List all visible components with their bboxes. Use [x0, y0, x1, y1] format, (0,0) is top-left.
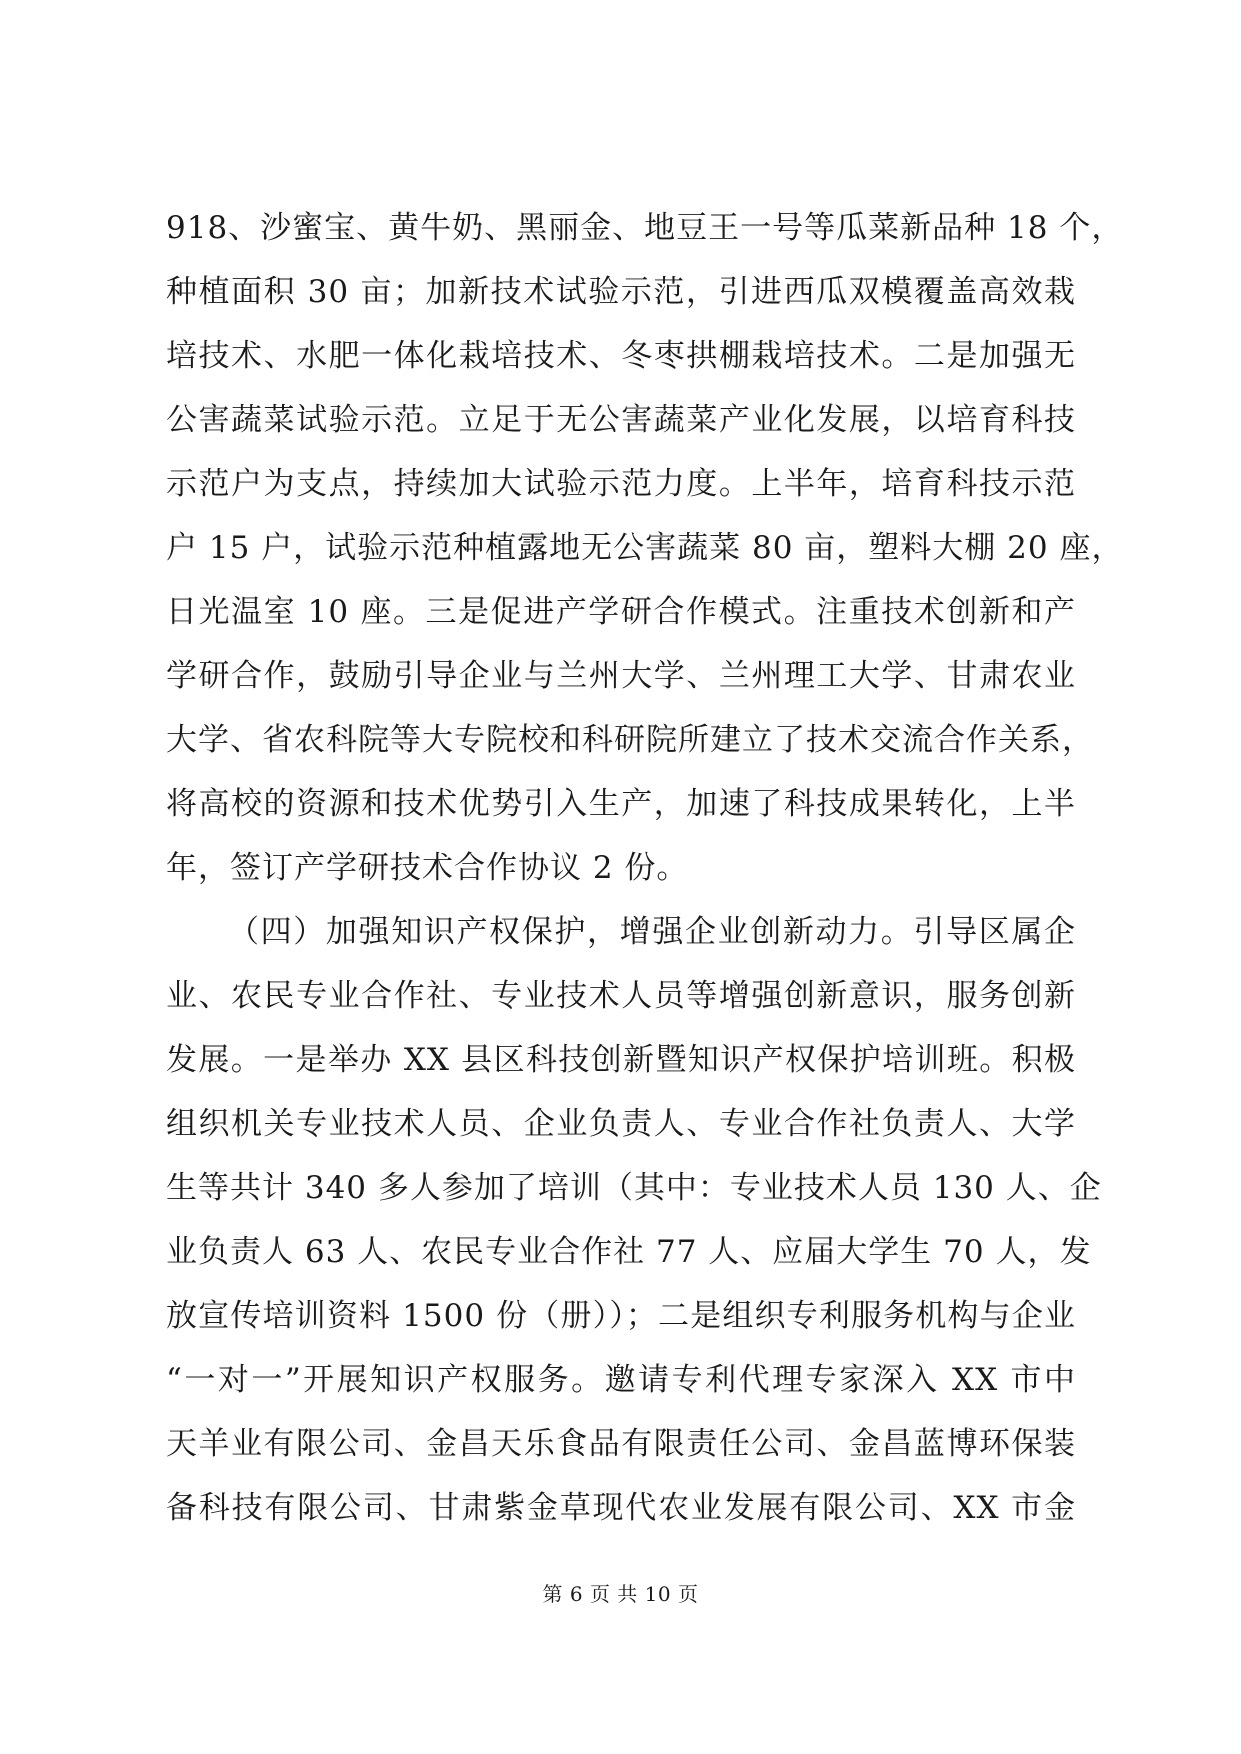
text-line: 户 15 户，试验示范种植露地无公害蔬菜 80 亩，塑料大棚 20 座， [166, 530, 1124, 566]
text-line: 生等共计 340 多人参加了培训（其中：专业技术人员 130 人、企 [166, 1170, 1102, 1206]
text-line: 组织机关专业技术人员、企业负责人、专业合作社负责人、大学 [166, 1106, 1076, 1142]
text-line: 种植面积 30 亩；加新技术试验示范，引进西瓜双模覆盖高效栽 [166, 274, 1076, 310]
page-number-footer: 第 6 页 共 10 页 [542, 1582, 699, 1606]
text-line: 学研合作，鼓励引导企业与兰州大学、兰州理工大学、甘肃农业 [166, 658, 1076, 694]
text-line: 天羊业有限公司、金昌天乐食品有限责任公司、金昌蓝博环保装 [166, 1426, 1076, 1462]
text-line: 公害蔬菜试验示范。立足于无公害蔬菜产业化发展，以培育科技 [166, 402, 1076, 438]
text-line: 放宣传培训资料 1500 份（册））；二是组织专利服务机构与企业 [166, 1298, 1076, 1334]
text-line: 大学、省农科院等大专院校和科研院所建立了技术交流合作关系， [166, 722, 1094, 758]
paragraph-1 [166, 196, 1124, 900]
text-line: 业、农民专业合作社、专业技术人员等增强创新意识，服务创新 [166, 978, 1076, 1014]
text-line: 示范户为支点，持续加大试验示范力度。上半年，培育科技示范 [166, 466, 1076, 502]
text-line: 年，签订产学研技术合作协议 2 份。 [166, 850, 689, 886]
text-line: 业负责人 63 人、农民专业合作社 77 人、应届大学生 70 人，发 [166, 1234, 1092, 1270]
paragraph-2 [166, 900, 1102, 1540]
text-line: 日光温室 10 座。三是促进产学研合作模式。注重技术创新和产 [166, 594, 1076, 630]
text-line: 918、沙蜜宝、黄牛奶、黑丽金、地豆王一号等瓜菜新品种 18 个， [166, 210, 1124, 246]
text-line: “一对一”开展知识产权服务。邀请专利代理专家深入 XX 市中 [166, 1362, 1076, 1398]
text-line: 发展。一是举办 XX 县区科技创新暨知识产权保护培训班。积极 [166, 1042, 1076, 1078]
document-body [166, 196, 1124, 1540]
text-line: （四）加强知识产权保护，增强企业创新动力。引导区属企 [228, 914, 1076, 950]
text-line: 将高校的资源和技术优势引入生产，加速了科技成果转化，上半 [166, 786, 1076, 822]
text-line: 备科技有限公司、甘肃紫金草现代农业发展有限公司、XX 市金 [166, 1490, 1076, 1526]
text-line: 培技术、水肥一体化栽培技术、冬枣拱棚栽培技术。二是加强无 [166, 338, 1076, 374]
